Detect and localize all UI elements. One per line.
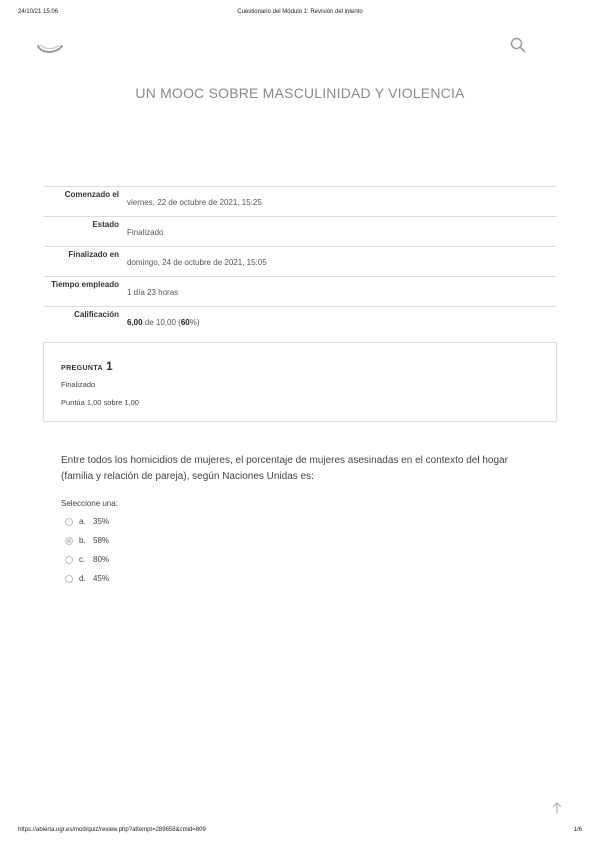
answer-option-c[interactable]	[65, 550, 109, 569]
option-letter: c.	[79, 555, 86, 564]
summary-row-started	[43, 187, 557, 217]
option-text: 80%	[93, 555, 110, 564]
radio-button[interactable]	[65, 518, 73, 526]
answer-prompt: Seleccione una:	[61, 499, 118, 508]
option-letter: d.	[79, 574, 86, 583]
started-value: viernes, 22 de octubre de 2021, 15:25	[127, 198, 262, 207]
option-letter: b.	[79, 536, 86, 545]
radio-button[interactable]	[65, 575, 73, 583]
question-text: Entre todos los homicidios de mujeres, el porcentaje de mujeres asesinadas en el contexto del hogar (familia y relación de pareja), según Naciones Unidas es:	[61, 455, 508, 482]
radio-button-selected[interactable]	[65, 537, 73, 545]
summary-row-finished	[43, 247, 557, 277]
answer-option-a[interactable]	[65, 512, 109, 531]
grade-score: 6,00	[127, 318, 143, 327]
question-number: 1	[105, 359, 113, 373]
answer-option-d[interactable]	[65, 569, 109, 588]
question-label: PREGUNTA	[61, 365, 103, 372]
print-page-number: 1/6	[573, 827, 582, 833]
arrow-up-icon[interactable]	[551, 801, 563, 815]
summary-row-grade	[43, 307, 557, 337]
question-info-box	[43, 342, 557, 422]
print-url: https://abierta.ugr.es/mod/quiz/review.php?attempt=289658&cmid=809	[18, 827, 206, 833]
option-text: 58%	[93, 536, 110, 545]
question-number-heading	[61, 357, 113, 375]
finished-value: domingo, 24 de octubre de 2021, 15:05	[127, 258, 267, 267]
started-label: Comenzado el	[64, 190, 119, 199]
time-value: 1 día 23 horas	[127, 288, 179, 297]
radio-button[interactable]	[65, 556, 73, 564]
option-text: 35%	[93, 517, 110, 526]
option-text: 45%	[93, 574, 110, 583]
print-date: 24/10/21 15:06	[18, 9, 59, 15]
option-letter: a.	[79, 517, 86, 526]
grade-value	[125, 307, 557, 337]
summary-row-time	[43, 277, 557, 307]
summary-row-state	[43, 217, 557, 247]
grade-label: Calificación	[74, 310, 119, 319]
grade-end: %)	[189, 318, 200, 327]
question-grade: Puntúa 1,00 sobre 1,00	[61, 398, 139, 407]
print-header	[18, 9, 582, 19]
course-title: UN MOOC SOBRE MASCULINIDAD Y VIOLENCIA	[135, 85, 465, 101]
print-document-title: Cuestionario del Módulo 1: Revisión del intento	[237, 9, 363, 15]
site-logo[interactable]	[36, 40, 64, 56]
answer-options	[65, 512, 109, 588]
grade-mid: de 10,00 (	[142, 318, 181, 327]
finished-label: Finalizado en	[68, 250, 119, 259]
answer-option-b[interactable]	[65, 531, 109, 550]
state-value: Finalizado	[127, 228, 164, 237]
search-icon[interactable]	[510, 37, 526, 53]
grade-percent: 60	[180, 318, 190, 327]
question-state: Finalizado	[61, 380, 96, 389]
attempt-summary-table	[43, 186, 557, 336]
print-footer	[18, 827, 582, 837]
time-label: Tiempo empleado	[51, 280, 119, 289]
state-label: Estado	[92, 220, 119, 229]
